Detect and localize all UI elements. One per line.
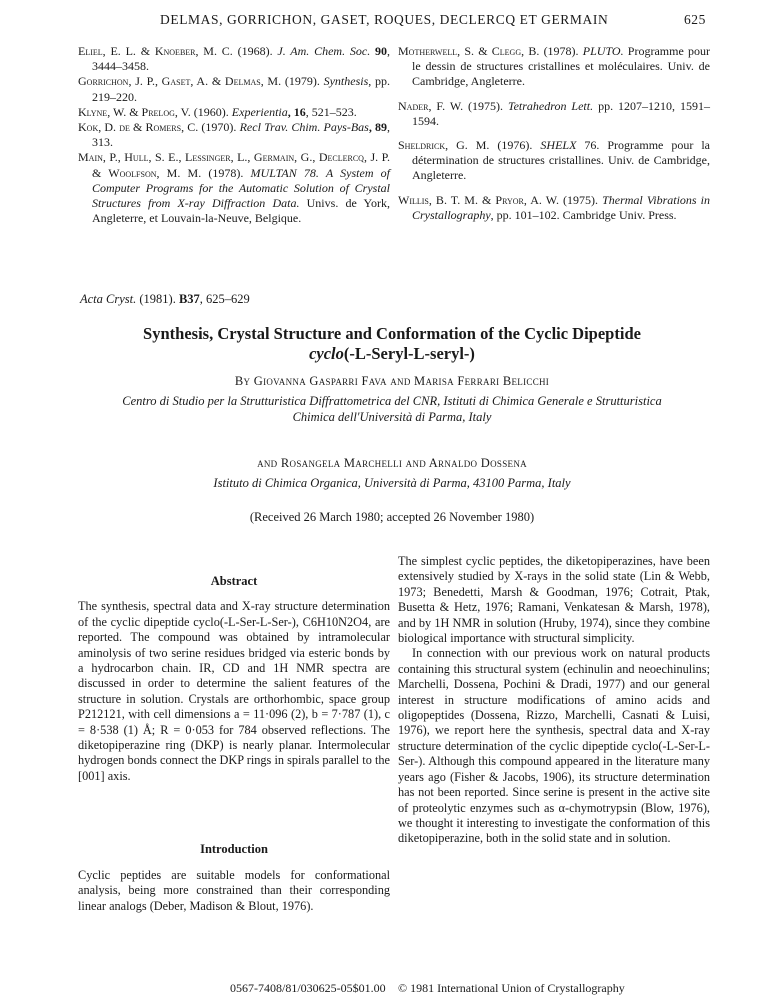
reference-item: Sheldrick, G. M. (1976). SHELX 76. Programme pour la détermination de structures cristallines. Univ. de Cambridge, Angleterre. — [398, 138, 710, 183]
references-left-column — [78, 44, 390, 226]
running-head-title: DELMAS, GORRICHON, GASET, ROQUES, DECLERCQ ET GERMAIN — [160, 12, 609, 27]
abstract-text: The synthesis, spectral data and X-ray structure determination of the cyclic dipeptide cyclo(-L-Ser-L-Ser-), C6H10N2O4, are reported. The compound was obtained by intramolecular aminolysis of two serine residues bridged via esteric bonds by a hydrocarbon chain. IR, CD and 1H NMR spectra are discussed in order to determine the salient features of the structure in solution. Crystals are orthorhombic, space group P212121, with cell dimensions a = 11·096 (2), b = 7·787 (1), c = 8·538 (1) Å; R = 0·053 for 784 observed reflections. The diketopiperazine ring (DKP) is nearly planar. Intermolecular hydrogen bonds connect the DKP rings in spirals parallel to the [001] axis. — [78, 599, 390, 783]
left-text-column — [78, 554, 390, 914]
authors-group-1: By Giovanna Gasparri Fava and Marisa Ferrari Belicchi — [234, 374, 550, 388]
intro-left-paragraph: Cyclic peptides are suitable models for conformational analysis, being more constrained than their corresponding linear analogs (Deber, Madison & Blout, 1976). — [78, 867, 390, 913]
references-right-column — [398, 44, 710, 232]
article-title — [0, 324, 784, 364]
intro-paragraph-2: In connection with our previous work on natural products containing this structural system (echinulin and neoechinulins; Marchelli, Dossena, Pochini & Dradi, 1977) and our general interest in structure modifications of amino acids and oligopeptides (Dossena, Rizzo, Marchelli, Casnati & Luisi, 1976), we report here the synthesis, spectral data and X-ray structure determination of the cyclic dipeptide cyclo(-L-Ser-L-Ser-). Although this compound appeared in the literature many years ago (Fisher & Jacobs, 1906), its structure determination has not been reported. Since serine is present in the active site of proteolytic enzymes such as α-chymotrypsin (Blow, 1976), we thought it interesting to investigate the conformation of this diketopiperazine, both in the solid state and in solution. — [398, 646, 710, 846]
reference-item: Motherwell, S. & Clegg, B. (1978). PLUTO. Programme pour le dessin de structures cristallines et moléculaires. Univ. de Cambridge, Angleterre. — [398, 44, 711, 89]
received-dates: (Received 26 March 1980; accepted 26 November 1980) — [249, 510, 535, 524]
issn-code: 0567-7408/81/030625-05$01.00 — [230, 981, 386, 995]
intro-paragraph-1: The simplest cyclic peptides, the diketopiperazines, have been extensively studied by X-rays in the solid state (Lin & Webb, 1973; Benedetti, Marsh & Goodman, 1976; Cotrait, Ptak, Busetta & Hetz, 1976; Ramani, Venkatesan & Marsh, 1978), and by 1H NMR in solution (Hruby, 1974), since they combine biological importance with structural simplicity. — [398, 554, 710, 646]
affiliation-1: Centro di Studio per la Strutturistica Diffrattometrica del CNR, Istituti di Chimica Generale e Strutturistica Chimica dell'Università di Parma, Italy — [122, 394, 662, 424]
title-line-1: Synthesis, Crystal Structure and Conformation of the Cyclic Dipeptide — [143, 324, 641, 343]
right-text-column — [398, 554, 710, 847]
reference-item: Klyne, W. & Prelog, V. (1960). Experientia, 16, 521–523. — [78, 104, 357, 119]
article-citation: Acta Cryst. (1981). B37, 625–629 — [80, 292, 250, 306]
reference-item: Kok, D. de & Romers, C. (1970). Recl Trav. Chim. Pays-Bas, 89, 313. — [78, 120, 391, 150]
introduction-heading: Introduction — [200, 842, 268, 857]
authors-group-2: and Rosangela Marchelli and Arnaldo Dossena — [257, 456, 527, 470]
abstract-heading: Abstract — [210, 574, 258, 588]
reference-item: Main, P., Hull, S. E., Lessinger, L., Germain, G., Declercq, J. P. & Woolfson, M. M. (1978). MULTAN 78. A System of Computer Programs for the Automatic Solution of Crystal Structures from X-ray Diffraction Data. Univs. de York, Angleterre, et Louvain-la-Neuve, Belgique. — [78, 150, 391, 226]
copyright-notice: © 1981 International Union of Crystallography — [398, 981, 625, 995]
reference-item: Eliel, E. L. & Knoeber, M. C. (1968). J. Am. Chem. Soc. 90, 3444–3458. — [78, 44, 390, 74]
reference-item: Willis, B. T. M. & Pryor, A. W. (1975). Thermal Vibrations in Crystallography, pp. 101–102. Cambridge Univ. Press. — [398, 192, 710, 222]
affiliation-2: Istituto di Chimica Organica, Università di Parma, 43100 Parma, Italy — [213, 476, 571, 490]
title-line-2: cyclo(-L-Seryl-L-seryl-) — [309, 344, 475, 363]
reference-item: Nader, F. W. (1975). Tetrahedron Lett. pp. 1207–1210, 1591–1594. — [398, 98, 710, 128]
page-number: 625 — [683, 12, 706, 27]
running-head — [0, 12, 784, 32]
reference-item: Gorrichon, J. P., Gaset, A. & Delmas, M. (1979). Synthesis, pp. 219–220. — [78, 74, 391, 104]
